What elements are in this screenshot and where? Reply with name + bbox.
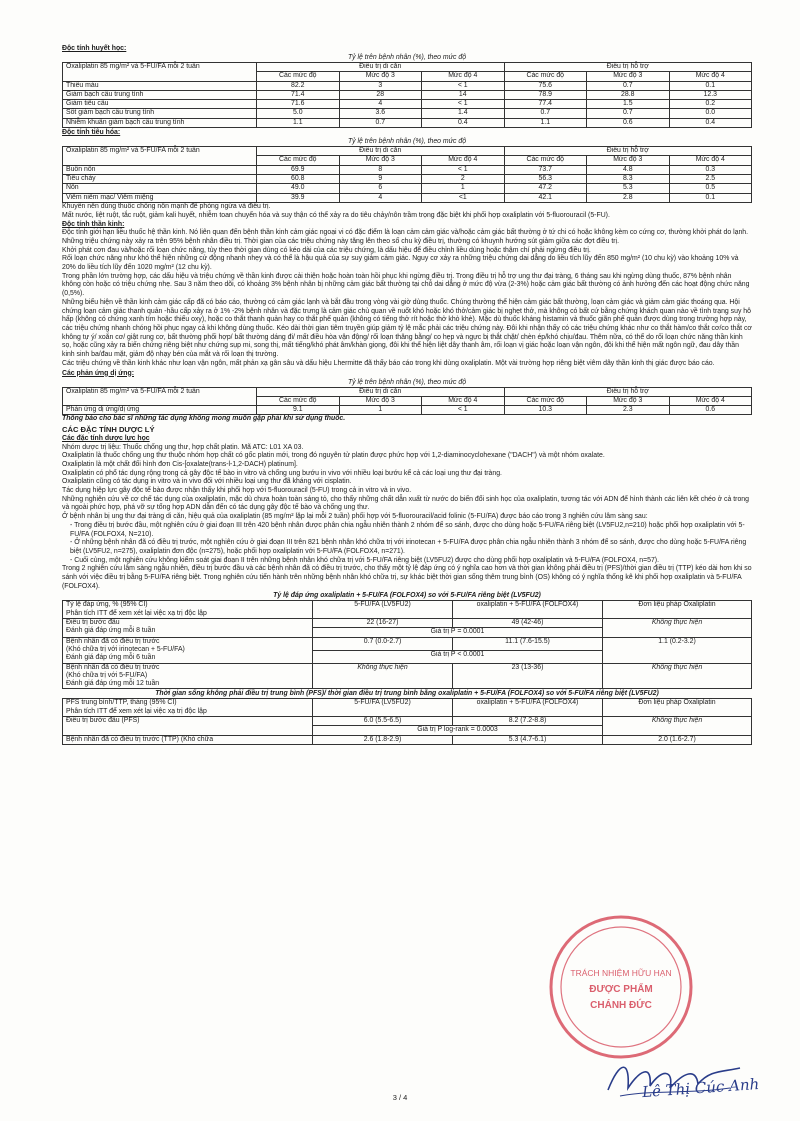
- study-item: - Cuối cùng, một nghiên cứu không kiểm soát giai đoạn II trên những bệnh nhân khó chữa trị với 5-FU/FA riêng biệt (LV5FU2) được cho dùng phối hợp oxaliplatin và 5-FU/FA (FOLFOX4, n=57).: [70, 556, 659, 564]
- header-line: Phân tích ITT để xem xét lại việc xạ trị độc lập: [66, 609, 207, 617]
- study-text: Ở những bệnh nhân đã có điều trị trước, một nghiên cứu ở giai đoạn III trên 821 bệnh nhân khó chữa trị với irinotecan + 5-FU/FA được phân chia ngẫu nhiên thành 3 nhóm để so sánh, được cho dùng hoặc 5-FU/FA riêng biệt (LV5FU2, n=275), oxaliplatin đơn độc (n=275), hoặc phối hợp oxaliplatin với 5-FU/FA (FOLFOX4, n=271).: [70, 539, 747, 555]
- cell: Không thực hiện: [603, 619, 752, 638]
- cell: 0.5: [669, 184, 752, 193]
- level-header: Các mức độ: [504, 396, 587, 405]
- regimen-cell: Oxaliplatin 85 mg/m² và 5-FU/FA mỗi 2 tuần: [63, 63, 257, 82]
- level-header: Mức độ 4: [422, 72, 505, 81]
- row-label: Sốt giảm bạch cầu trung tính: [63, 109, 257, 118]
- regimen-cell: Oxaliplatin 85 mg/m² và 5-FU/FA mỗi 2 tuần: [63, 147, 257, 166]
- cell: 1.1: [504, 118, 587, 127]
- cell: 6.0 (5.5-6.5): [313, 717, 453, 726]
- table-row: [63, 637, 752, 650]
- row-label: [63, 663, 313, 689]
- cell: 1.1: [257, 118, 340, 127]
- label-line: Bệnh nhân đã có điều trị trước: [66, 637, 160, 645]
- cell: 49 (42-46): [453, 619, 603, 628]
- row-label: Thiếu máu: [63, 81, 257, 90]
- cell: 22 (16-27): [313, 619, 453, 628]
- header-line: Phân tích ITT để xem xét lại việc xạ trị độc lập: [66, 707, 207, 715]
- cell: 0.7: [587, 109, 670, 118]
- regimen-cell: Oxaliplatin 85 mg/m² và 5-FU/FA mỗi 2 tuần: [63, 387, 257, 406]
- hema-table: [62, 62, 752, 128]
- cell: 75.6: [504, 81, 587, 90]
- stamp-line: TRÁCH NHIỆM HỮU HẠN: [570, 968, 672, 978]
- gi-caption: Tỷ lệ trên bệnh nhân (%), theo mức độ: [347, 138, 467, 146]
- cell: 10.3: [504, 406, 587, 415]
- cell: 0.7: [504, 109, 587, 118]
- group-header: Điều trị di căn: [257, 147, 505, 156]
- row-label: [63, 619, 313, 638]
- level-header: Mức độ 4: [669, 72, 752, 81]
- cell: 0.7 (0.0-2.7): [313, 637, 453, 650]
- pharma-paragraph: Oxaliplatin cũng có tác dụng in vitro và in vivo đối với nhiều loại ung thư đã kháng với cisplatin.: [62, 478, 352, 486]
- label-line: (Khó chữa trị với irinotecan + 5-FU/FA): [66, 645, 185, 653]
- pharma-subtitle: Các đặc tính dược lực học: [62, 434, 150, 442]
- table-row: [63, 90, 752, 99]
- pfs-caption: Thời gian sống không phải điều trị trung bình (PFS)/ thời gian điều trị trung bình bằng oxaliplatin + 5-FU/FA (FOLFOX4) so với 5-FU/FA riêng biệt (LV5FU2): [155, 690, 659, 698]
- row-label: Giảm tiểu cầu: [63, 100, 257, 109]
- cell: 4: [339, 193, 422, 202]
- header-cell: [63, 601, 313, 619]
- study-text: Cuối cùng, một nghiên cứu không kiểm soát giai đoạn II trên những bệnh nhân khó chữa trị với 5-FU/FA riêng biệt (LV5FU2) được cho dùng phối hợp oxaliplatin và 5-FU/FA (FOLFOX4, n=57).: [74, 556, 659, 564]
- pharma-paragraph: Nhóm dược trị liệu: Thuốc chống ung thư, hợp chất platin. Mã ATC: L01 XA 03.: [62, 443, 304, 451]
- cell: 2.8: [587, 193, 670, 202]
- cell: 0.1: [669, 193, 752, 202]
- row-label: Nôn: [63, 184, 257, 193]
- cell: 47.2: [504, 184, 587, 193]
- cell: 14: [422, 90, 505, 99]
- neuro-paragraph: Độc tính giới hạn liều thuốc hệ thần kinh. Nó liên quan đến bệnh thần kinh cảm giác ngoại vi có đặc điểm là loạn cảm cảm giác và/hoặc cảm giác bất thường ở tứ chi có hoặc không kèm co cứng cơ, thường khởi phát do lạnh. Những triệu chứng này xảy ra trên 95% bệnh nhân điều trị. Thời gian của các triệu chứng này tăng lên theo số chu kỳ điều trị, thường có khuynh hướng sút giảm giữa các đợt điều trị.: [62, 229, 749, 245]
- table-row: [63, 601, 752, 619]
- cell: 39.9: [257, 193, 340, 202]
- cell: 56.3: [504, 174, 587, 183]
- pharma-paragraph: Oxaliplatin là một chất đối hình đơn Cis-[oxalate(trans-l-1,2-DACH) platinum].: [62, 460, 298, 468]
- cell: 0.7: [587, 81, 670, 90]
- cell: 77.4: [504, 100, 587, 109]
- cell: 2.6 (1.8-2.9): [313, 735, 453, 744]
- cell: 0.0: [669, 109, 752, 118]
- cell: 69.9: [257, 165, 340, 174]
- hema-caption: Tỷ lệ trên bệnh nhân (%), theo mức độ: [347, 54, 467, 61]
- table-row: [63, 174, 752, 183]
- pharma-title: CÁC ĐẶC TÍNH DƯỢC LÝ: [62, 425, 155, 435]
- cell: 1.1 (0.2-3.2): [603, 637, 752, 663]
- allergy-caption: Tỷ lệ trên bệnh nhân (%), theo mức độ: [347, 378, 467, 386]
- group-header: Điều trị hỗ trợ: [504, 387, 752, 396]
- level-header: Mức độ 3: [339, 396, 422, 405]
- cell: Không thực hiện: [603, 717, 752, 736]
- header-cell: Đơn liệu pháp Oxaliplatin: [603, 601, 752, 619]
- study-item: - Ở những bệnh nhân đã có điều trị trước, một nghiên cứu ở giai đoạn III trên 821 bệnh nhân khó chữa trị với irinotecan + 5-FU/FA được phân chia ngẫu nhiên thành 3 nhóm để so sánh, được cho dùng hoặc 5-FU/FA riêng biệt (LV5FU2, n=275), oxaliplatin đơn độc (n=275), hoặc phối hợp oxaliplatin với 5-FU/FA (FOLFOX4, n=271).: [70, 539, 747, 555]
- level-header: Các mức độ: [504, 72, 587, 81]
- cell: 42.1: [504, 193, 587, 202]
- group-header: Điều trị di căn: [257, 387, 505, 396]
- signature-name: Lê Thị Cúc Anh: [641, 1074, 760, 1102]
- pharma-paragraph: Ở bệnh nhân bị ung thư đại tràng di căn, hiệu quả của oxaliplatin (85 mg/m² lặp lại mỗi 2 tuần) phối hợp với 5-fluorouracil/acid folinic (5-FU/FA) được báo cáo trong 3 nghiên cứu lâm sàng sau:: [62, 513, 648, 521]
- header-cell: Đơn liệu pháp Oxaliplatin: [603, 699, 752, 717]
- cell: 5.0: [257, 109, 340, 118]
- table-row: [63, 387, 752, 396]
- cell: 8: [339, 165, 422, 174]
- cell: 3.6: [339, 109, 422, 118]
- table-row: [63, 193, 752, 202]
- row-label: Viêm niêm mạc/ Viêm miệng: [63, 193, 257, 202]
- label-line: Đánh giá đáp ứng mỗi 12 tuần: [66, 680, 160, 688]
- neuro-paragraph: Các triệu chứng về thần kinh khác như loạn vận ngôn, mất phản xạ gân sâu và dấu hiệu Lhermitte đã thấy báo cáo trong khi dùng oxaliplatin. Một vài trường hợp riêng biệt viêm dây thần kinh thị giác được báo cáo.: [62, 359, 715, 367]
- cell: 2.5: [669, 174, 752, 183]
- table-row: [63, 735, 752, 744]
- cell: 6: [339, 184, 422, 193]
- cell: 12.3: [669, 90, 752, 99]
- p-value: Giá trị P = 0.0001: [313, 628, 603, 637]
- table-row: [63, 699, 752, 717]
- cell: 2.3: [587, 406, 670, 415]
- level-header: Mức độ 3: [339, 156, 422, 165]
- level-header: Mức độ 4: [669, 396, 752, 405]
- cell: 11.1 (7.6-15.5): [453, 637, 603, 650]
- table-row: [63, 109, 752, 118]
- label-line: Đánh giá đáp ứng mỗi 6 tuần: [66, 654, 156, 662]
- cell: < 1: [422, 81, 505, 90]
- table-row: [63, 81, 752, 90]
- cell: 1: [422, 184, 505, 193]
- level-header: Mức độ 4: [669, 156, 752, 165]
- cell: 28: [339, 90, 422, 99]
- neuro-paragraph: Rối loạn chức năng như khó thể hiện những cử động nhanh nhẹy và có thể là hậu quả của sự suy giảm cảm giác. Nguy cơ xảy ra những triệu chứng dai dẳng do liều tích lũy đến 850 mg/m² (10 chu kỳ) vào khoảng 10% và 20% do liều tích lũy đến 1020 mg/m² (12 chu kỳ).: [62, 255, 739, 272]
- group-header: Điều trị hỗ trợ: [504, 147, 752, 156]
- cell: Không thực hiện: [313, 663, 453, 689]
- row-label: [63, 637, 313, 663]
- page-number: 3 / 4: [392, 1093, 408, 1102]
- cell: 73.7: [504, 165, 587, 174]
- pharma-paragraph: Oxaliplatin có phổ tác dụng rộng trong cả gây độc tế bào in vitro và chống ung bướu in vivo với nhiều loại bướu kể cả các loại ung thư đại tràng.: [62, 469, 502, 477]
- cell: 9: [339, 174, 422, 183]
- header-cell: [63, 699, 313, 717]
- cell: 0.6: [587, 118, 670, 127]
- level-header: Mức độ 3: [587, 72, 670, 81]
- cell: 2: [422, 174, 505, 183]
- label-line: (Khó chữa trị với 5-FU/FA): [66, 671, 148, 679]
- cell: 8.2 (7.2-8.8): [453, 717, 603, 726]
- table-row: [63, 717, 752, 726]
- cell: 1.4: [422, 109, 505, 118]
- row-label: Buồn nôn: [63, 165, 257, 174]
- stamp-line: ĐƯỢC PHẨM: [589, 984, 653, 995]
- page-content: [62, 44, 752, 745]
- level-header: Mức độ 4: [422, 156, 505, 165]
- level-header: Mức độ 3: [587, 156, 670, 165]
- cell: 0.3: [669, 165, 752, 174]
- cell: 49.0: [257, 184, 340, 193]
- label-line: Điều trị bước đầu: [66, 619, 120, 627]
- table-row: [63, 406, 752, 415]
- cell: Không thực hiện: [603, 663, 752, 689]
- cell: 2.0 (1.6-2.7): [603, 735, 752, 744]
- table-row: [63, 619, 752, 628]
- cell: 3: [339, 81, 422, 90]
- pharma-paragraph: Những nghiên cứu về cơ chế tác dụng của oxaliplatin, mặc dù chưa hoàn toàn sáng tỏ, cho thấy những chất dẫn xuất từ nước do biến đổi sinh học của oxaliplatin, tương tác với ADN để hình thành các liên kết chéo ở cả trong và ngoài phức hợp, phá vỡ sự tổng hợp ADN dẫn đến có tác dụng gây độc tế bào và chống ung thư.: [62, 495, 749, 512]
- header-cell: oxaliplatin + 5-FU/FA (FOLFOX4): [453, 699, 603, 717]
- neuro-paragraph: Khởi phát cơn đau và/hoặc rối loạn chức năng, tùy theo thời gian dùng có kéo dài của các triệu chứng, là dấu hiệu để điều chỉnh liều dùng hoặc thậm chí phải ngừng điều trị.: [62, 246, 591, 254]
- row-label: Tiêu chảy: [63, 174, 257, 183]
- response-caption: Tỷ lệ đáp ứng oxaliplatin + 5-FU/FA (FOLFOX4) so với 5-FU/FA riêng biệt (LV5FU2): [273, 592, 541, 600]
- p-value: Giá trị P < 0.0001: [313, 650, 603, 663]
- p-value: Giá trị P log-rank = 0.0003: [313, 726, 603, 735]
- level-header: Các mức độ: [257, 72, 340, 81]
- gi-note: Mất nước, liệt ruột, tắc ruột, giảm kali huyết, nhiễm toan chuyển hóa và suy thận có thể xảy ra do tiêu chảy/nôn trầm trọng đặc biệt khi phối hợp oxaliplatin với 5-fluorouracil (5-FU).: [62, 211, 610, 219]
- pharma-paragraph: Trong 2 nghiên cứu lâm sàng ngẫu nhiên, điều trị bước đầu và các bệnh nhân đã có điều trị trước, cho thấy một tỷ lệ đáp ứng có ý nghĩa cao hơn và thời gian không phải điều trị (PFS)/thời gian điều trị (TTP) kéo dài hơn khi so sánh với việc điều trị bằng 5-FU/FA riêng biệt. Trong nghiên cứu tiến hành trên những bệnh nhân khó chữa trị, sự khác biệt thời gian sống thêm trung bình (OS) không có ý nghĩa thống kê khi phối hợp oxaliplatin và 5-FU/FA (FOLFOX4).: [62, 565, 752, 590]
- neuro-paragraph: Trong phần lớn trường hợp, các dấu hiệu và triệu chứng về thần kinh được cải thiện hoặc hoàn toàn hồi phục khi ngừng điều trị. Trong điều trị hỗ trợ ung thư đại tràng, 6 tháng sau khi ngừng dùng thuốc, 87% bệnh nhân không còn hoặc có triệu chứng nhẹ. Sau 3 năm theo dõi, có khoảng 3% bệnh nhân bị những cảm giác bất thường tại chỗ dai dẳng ở mức độ vừa (2-3%) hoặc cảm giác bất thường có ảnh hưởng đến các hoạt động chức năng (0,5%).: [62, 272, 750, 298]
- allergy-heading: Các phản ứng dị ứng:: [62, 369, 134, 377]
- row-label: Nhiễm khuẩn giảm bạch cầu trung tính: [63, 118, 257, 127]
- cell: 0.4: [422, 118, 505, 127]
- label-line: Bệnh nhân đã có điều trị trước: [66, 663, 160, 671]
- cell: 0.7: [339, 118, 422, 127]
- cell: 28.8: [587, 90, 670, 99]
- cell: < 1: [422, 165, 505, 174]
- cell: 23 (13-36): [453, 663, 603, 689]
- cell: 1: [339, 406, 422, 415]
- row-label: Điều trị bước đầu (PFS): [63, 717, 313, 736]
- group-header: Điều trị hỗ trợ: [504, 63, 752, 72]
- cell: 5.3: [587, 184, 670, 193]
- header-cell: 5-FU/FA (LV5FU2): [313, 699, 453, 717]
- response-table: [62, 600, 752, 689]
- pharma-paragraph: Tác dụng hiệp lực gây độc tế bào được nhận thấy khi phối hợp với 5-fluorouracil (5-FU) trong cả in vitro và in vivo.: [62, 487, 412, 495]
- cell: 9.1: [257, 406, 340, 415]
- company-stamp: [546, 912, 696, 1062]
- row-label: Giảm bạch cầu trung tính: [63, 90, 257, 99]
- table-row: [63, 184, 752, 193]
- cell: 0.4: [669, 118, 752, 127]
- gi-heading: Độc tính tiêu hóa:: [62, 129, 121, 137]
- cell: 71.4: [257, 90, 340, 99]
- header-line: PFS trung bình/TTP, tháng (95% CI): [66, 699, 177, 707]
- header-cell: oxaliplatin + 5-FU/FA (FOLFOX4): [453, 601, 603, 619]
- cell: 4: [339, 100, 422, 109]
- cell: 4.8: [587, 165, 670, 174]
- level-header: Mức độ 4: [422, 396, 505, 405]
- level-header: Các mức độ: [504, 156, 587, 165]
- row-label: Bệnh nhân đã có điều trị trước (TTP) (Khó chữa: [63, 735, 313, 744]
- group-header: Điều trị di căn: [257, 63, 505, 72]
- level-header: Các mức độ: [257, 396, 340, 405]
- cell: 0.2: [669, 100, 752, 109]
- label-line: Đánh giá đáp ứng mỗi 8 tuần: [66, 627, 156, 635]
- neuro-paragraph: Những biểu hiện về thần kinh cảm giác cấp đã có báo cáo, thường có cảm giác lạnh và bắt đầu trong vòng vài giờ dùng thuốc. Chúng thường thể hiện cảm giác bất thường, loạn cảm giác và giảm cảm giác thoáng qua. Hội chứng loạn cảm giác thanh quản -hầu cấp xảy ra ở 1% -2% bệnh nhân và đặc trưng là cảm giác chủ quan về nuốt khó hoặc khó thở/cảm giác bị nghẹt thở, mà không có bất cứ bằng chứng khách quan nào về tình trạng suy hô hấp (không có chứng xanh tím hoặc thiếu oxy), hoặc co thắt thanh quản hay co thắt phế quản (không có tiếng thở rít hoặc thở khò khè). Mặc dù thuốc kháng histamin và thuốc giãn phế quản được dùng trong trường hợp này, các triệu chứng nhanh chóng hồi phục ngay cả khi không dùng thuốc. Kéo dài thời gian tiêm truyền giúp giảm tỷ lệ mắc phải các triệu chứng này. Đôi khi nhận thấy có các triệu chứng khác như co thắt hàm/co thắt cơ/co thắt cơ không tự ý/ xoắn cơ/ giật rung cơ, bất thường phối hợp/ bất thường dáng đi/ mất điều hòa vận động/ rối loạn thăng bằng/ co hẹp và ngực bị thắt chặt/ chèn ép/khó chịu/đau. Thêm nữa, có thể do rối loạn chức năng thần kinh sọ, hoặc cũng xảy ra biến chứng riêng biệt như chứng sụp mi, song thị, mất tiếng/khó phát âm/khàn giọng, đôi khi thể hiện liệt dây thanh âm, rối loạn vị giác hoặc loạn vận ngôn, đôi khi thể hiện mất ngôn ngữ, đau dây thần kinh sinh ba/đau mặt, giảm độ nhạy bén của mắt và rối loạn thị trường.: [62, 298, 752, 359]
- header-line: Tỷ lệ đáp ứng, % (95% CI): [66, 601, 148, 609]
- cell: 78.9: [504, 90, 587, 99]
- cell: 8.3: [587, 174, 670, 183]
- level-header: Mức độ 3: [587, 396, 670, 405]
- cell: 82.2: [257, 81, 340, 90]
- pharma-paragraph: Oxaliplatin là thuốc chống ung thư thuộc nhóm hợp chất có gốc platin mới, trong đó nguyên tử platin được phức hợp với 1,2-diaminocyclohexane ("DACH") và một nhóm oxalate.: [62, 452, 605, 460]
- cell: < 1: [422, 100, 505, 109]
- hema-heading: Độc tính huyết học:: [62, 45, 127, 52]
- gi-note: Khuyến nên dùng thuốc chống nôn mạnh để phòng ngừa và điều trị.: [62, 202, 271, 210]
- cell: 71.6: [257, 100, 340, 109]
- table-row: [63, 63, 752, 72]
- table-row: [63, 147, 752, 156]
- row-label: Phản ứng dị ứng/dị ứng: [63, 406, 257, 415]
- cell: 5.3 (4.7-6.1): [453, 735, 603, 744]
- allergy-table: [62, 387, 752, 416]
- cell: 0.1: [669, 81, 752, 90]
- cell: 60.8: [257, 174, 340, 183]
- table-row: [63, 118, 752, 127]
- level-header: Mức độ 3: [339, 72, 422, 81]
- pfs-table: [62, 698, 752, 744]
- level-header: Các mức độ: [257, 156, 340, 165]
- cell: 0.6: [669, 406, 752, 415]
- neuro-heading: Độc tính thần kinh:: [62, 221, 125, 229]
- table-row: [63, 100, 752, 109]
- cell: <1: [422, 193, 505, 202]
- adverse-warning: Thông báo cho bác sĩ những tác dụng không mong muốn gặp phải khi sử dụng thuốc.: [62, 415, 346, 423]
- study-item: - Trong điều trị bước đầu, một nghiên cứu ở giai đoạn III trên 420 bệnh nhân được phân chia ngẫu nhiên thành 2 nhóm để so sánh, được cho dùng hoặc 5-FU/FA riêng biệt (LV5FU2,n=210) hoặc phối hợp oxaliplatin với 5-FU/FA (FOLFOX4, N=210).: [70, 521, 745, 538]
- cell: < 1: [422, 406, 505, 415]
- study-text: Trong điều trị bước đầu, một nghiên cứu ở giai đoạn III trên 420 bệnh nhân được phân chia ngẫu nhiên thành 2 nhóm để so sánh, được cho dùng hoặc 5-FU/FA riêng biệt (LV5FU2,n=210) hoặc phối hợp oxaliplatin với 5-FU/FA (FOLFOX4, N=210).: [70, 521, 745, 538]
- stamp-line: CHÁNH ĐỨC: [590, 1000, 652, 1011]
- table-row: [63, 165, 752, 174]
- cell: 1.5: [587, 100, 670, 109]
- table-row: [63, 663, 752, 689]
- gi-table: [62, 146, 752, 203]
- header-cell: 5-FU/FA (LV5FU2): [313, 601, 453, 619]
